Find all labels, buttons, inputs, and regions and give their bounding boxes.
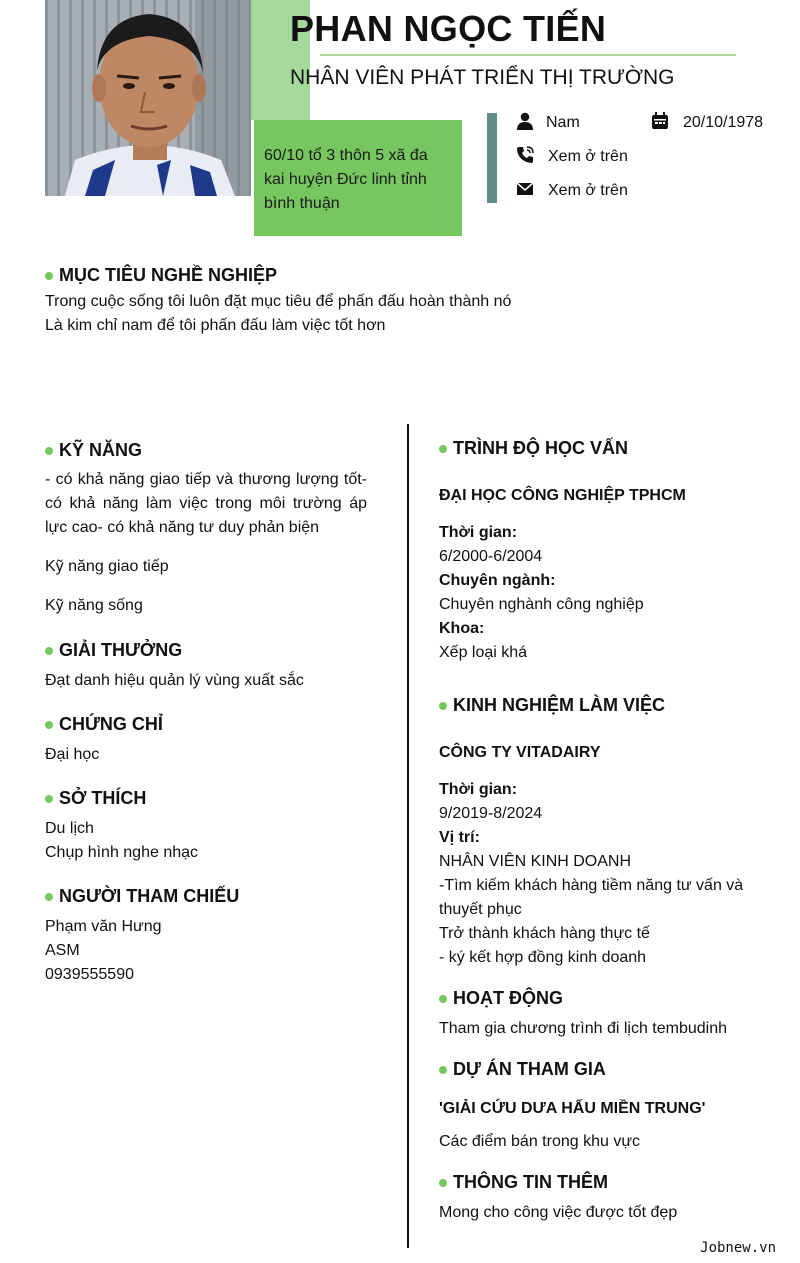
objective-text <box>45 290 511 338</box>
reference-name: Phạm văn Hưng <box>45 918 162 935</box>
experience-company: CÔNG TY VITADAIRY <box>439 744 601 761</box>
objective-heading <box>45 265 277 286</box>
bullet-dot <box>45 647 53 655</box>
envelope-icon <box>516 180 534 203</box>
experience-position-label: Vị trí: <box>439 829 480 846</box>
hobby-item: Du lịch <box>45 820 94 837</box>
experience-line: NHÂN VIÊN KINH DOANH <box>439 853 632 870</box>
job-title: NHÂN VIÊN PHÁT TRIỂN THỊ TRƯỜNG <box>290 66 675 89</box>
experience-title: KINH NGHIỆM LÀM VIỆC <box>453 695 666 715</box>
certificates-heading <box>45 714 367 735</box>
title-underline <box>320 54 736 56</box>
bullet-dot <box>45 447 53 455</box>
bullet-dot <box>439 1066 447 1074</box>
left-column <box>45 440 367 987</box>
hobbies-title: SỞ THÍCH <box>59 788 147 808</box>
phone-text: Xem ở trên <box>548 148 628 165</box>
bullet-dot <box>45 893 53 901</box>
experience-heading <box>439 695 769 716</box>
skills-heading <box>45 440 367 461</box>
bullet-dot <box>45 272 53 280</box>
education-title: TRÌNH ĐỘ HỌC VẤN <box>453 438 628 458</box>
education-school: ĐẠI HỌC CÔNG NGHIỆP TPHCM <box>439 487 686 504</box>
experience-line: Trở thành khách hàng thực tế <box>439 925 650 942</box>
experience-line: - ký kết hợp đồng kinh doanh <box>439 949 647 966</box>
hobbies-heading <box>45 788 367 809</box>
gender-text: Nam <box>546 114 580 131</box>
footer-brand: Jobnew.vn <box>700 1240 776 1256</box>
experience-line: -Tìm kiếm khách hàng tiềm năng tư vấn và thuyết phục <box>439 877 744 918</box>
bullet-dot <box>439 995 447 1003</box>
right-column <box>439 438 769 1225</box>
project-name: 'GIẢI CỨU DƯA HẤU MIỀN TRUNG' <box>439 1100 706 1117</box>
objective-line: Trong cuộc sống tôi luôn đặt mục tiêu để phấn đấu hoàn thành nó <box>45 293 512 310</box>
bullet-dot <box>45 795 53 803</box>
experience-time: 9/2019-8/2024 <box>439 805 543 822</box>
bullet-dot <box>45 721 53 729</box>
additional-text: Mong cho công việc được tốt đẹp <box>439 1204 678 1221</box>
address-text: 60/10 tổ 3 thôn 5 xã đa kai huyện Đức linh tỉnh bình thuận <box>264 147 428 212</box>
certificates-title: CHỨNG CHỈ <box>59 714 163 734</box>
phone-icon <box>516 146 534 169</box>
additional-title: THÔNG TIN THÊM <box>453 1172 608 1192</box>
skill-item: Kỹ năng sống <box>45 597 143 614</box>
awards-text: Đạt danh hiệu quản lý vùng xuất sắc <box>45 672 304 689</box>
skills-description: - có khả năng giao tiếp và thương lượng tốt- có khả năng làm việc trong môi trường áp lực cao- có khả năng tư duy phản biện <box>45 471 367 536</box>
candidate-name: PHAN NGỌC TIẾN <box>290 8 607 49</box>
activities-title: HOẠT ĐỘNG <box>453 988 563 1008</box>
project-text: Các điểm bán trong khu vực <box>439 1133 641 1150</box>
activities-heading <box>439 988 769 1009</box>
profile-photo <box>45 0 251 196</box>
bullet-dot <box>439 445 447 453</box>
column-divider <box>407 424 409 1248</box>
objective-title: MỤC TIÊU NGHỀ NGHIỆP <box>59 265 278 285</box>
person-icon <box>516 112 534 135</box>
education-time-label: Thời gian: <box>439 524 518 541</box>
contact-accent-bar <box>487 113 497 203</box>
education-faculty-label: Khoa: <box>439 620 485 637</box>
awards-heading <box>45 640 367 661</box>
email-text: Xem ở trên <box>548 182 628 199</box>
birthdate-text: 20/10/1978 <box>683 114 764 131</box>
calendar-icon <box>651 112 669 135</box>
education-major: Chuyên nghành công nghiệp <box>439 596 644 613</box>
education-major-label: Chuyên ngành: <box>439 572 556 589</box>
address-box <box>254 120 462 236</box>
references-heading <box>45 886 367 907</box>
objective-line: Là kim chỉ nam để tôi phấn đấu làm việc tốt hơn <box>45 317 386 334</box>
hobby-item: Chụp hình nghe nhạc <box>45 844 199 861</box>
skills-title: KỸ NĂNG <box>59 440 143 460</box>
bullet-dot <box>439 1179 447 1187</box>
references-title: NGƯỜI THAM CHIẾU <box>59 886 240 906</box>
projects-title: DỰ ÁN THAM GIA <box>453 1059 606 1079</box>
activities-text: Tham gia chương trình đi lịch tembudinh <box>439 1020 728 1037</box>
reference-position: ASM <box>45 942 80 959</box>
bullet-dot <box>439 702 447 710</box>
certificates-text: Đại học <box>45 746 100 763</box>
education-faculty: Xếp loại khá <box>439 644 528 661</box>
skill-item: Kỹ năng giao tiếp <box>45 558 169 575</box>
experience-time-label: Thời gian: <box>439 781 518 798</box>
education-heading <box>439 438 769 459</box>
reference-phone: 0939555590 <box>45 966 134 983</box>
awards-title: GIẢI THƯỞNG <box>59 640 183 660</box>
profile-photo-image <box>45 0 251 196</box>
additional-heading <box>439 1172 769 1193</box>
projects-heading <box>439 1059 769 1080</box>
education-time: 6/2000-6/2004 <box>439 548 543 565</box>
